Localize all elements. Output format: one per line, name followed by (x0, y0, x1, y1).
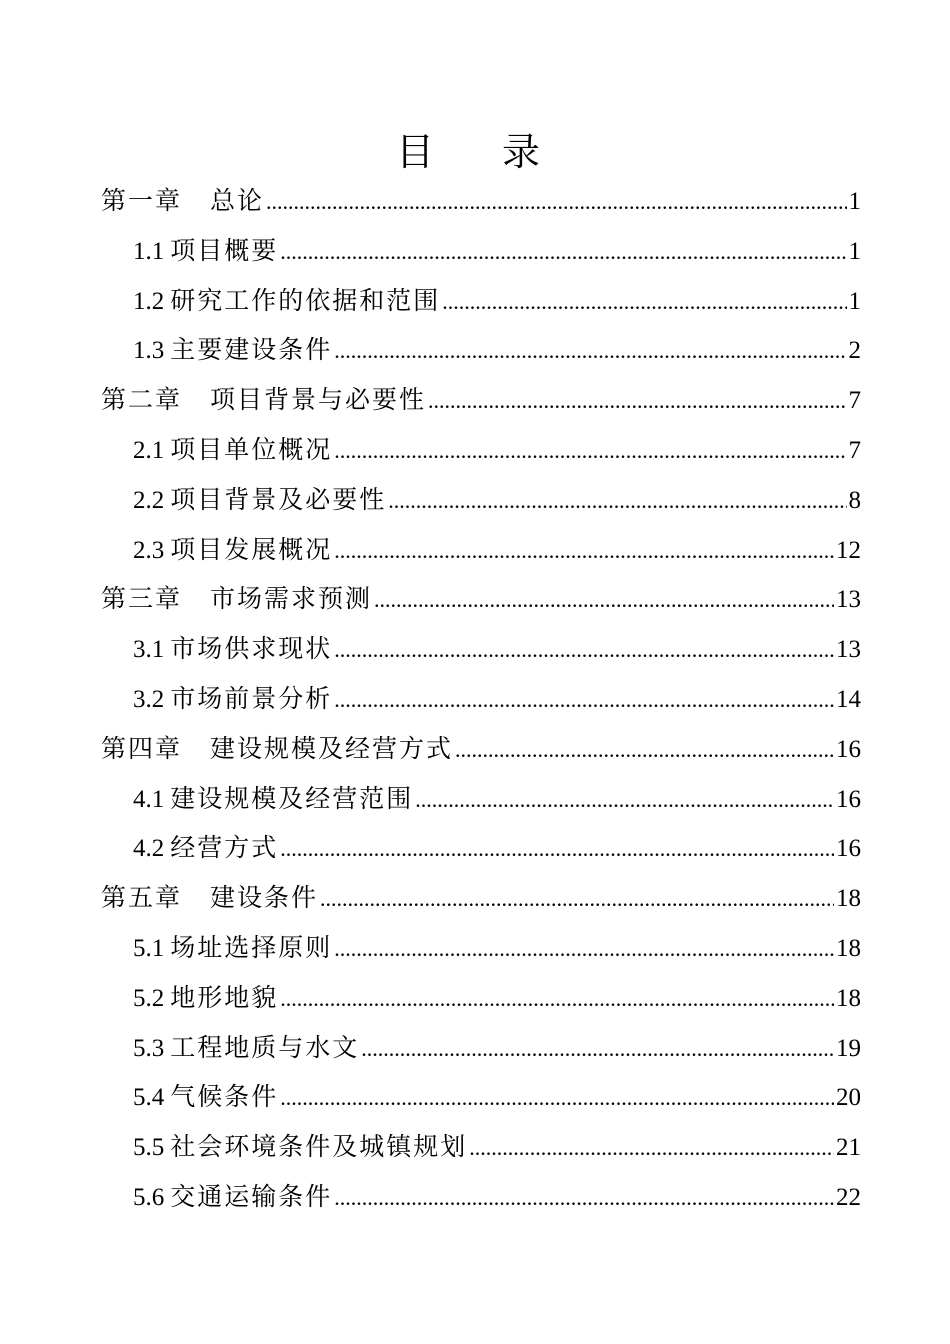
page-number: 16 (836, 835, 861, 863)
page-number: 20 (836, 1084, 861, 1112)
toc-entry-label (133, 226, 278, 277)
section-number: 5.3 (133, 1034, 165, 1062)
section-number: 5.5 (133, 1134, 165, 1162)
dot-leader (374, 575, 834, 625)
toc-section-entry[interactable] (101, 1172, 861, 1222)
toc-title: 目 录 (395, 130, 569, 174)
page-number: 14 (836, 685, 861, 713)
section-number: 1.1 (133, 237, 165, 265)
entry-title: 项目背景与必要性 (210, 385, 427, 415)
dot-leader (334, 625, 834, 675)
toc-entry-label (133, 923, 332, 974)
dot-leader (428, 376, 846, 426)
toc-entry-label (101, 375, 426, 425)
toc-section-entry[interactable] (101, 1072, 861, 1122)
toc-entry-label (133, 973, 278, 1024)
toc-section-entry[interactable] (101, 823, 861, 873)
toc-entry-label (133, 276, 440, 327)
dot-leader (320, 874, 834, 924)
chapter-number: 第五章 (101, 883, 183, 913)
toc-entry-label (133, 1122, 467, 1173)
dot-leader (280, 974, 834, 1024)
toc-section-entry[interactable] (101, 1023, 861, 1073)
dot-leader (415, 775, 834, 825)
toc-section-entry[interactable] (101, 923, 861, 973)
page-number: 1 (848, 237, 861, 265)
page-number: 1 (848, 188, 861, 215)
chapter-number: 第二章 (101, 385, 183, 415)
dot-leader (334, 426, 846, 476)
section-number: 5.2 (133, 984, 165, 1012)
page-number: 7 (848, 387, 861, 415)
dot-leader (388, 476, 846, 526)
page-number: 7 (848, 436, 861, 464)
dot-leader (280, 1073, 834, 1123)
toc-chapter-entry[interactable] (101, 873, 861, 923)
toc-section-entry[interactable] (101, 1122, 861, 1172)
entry-title: 建设规模及经营方式 (210, 733, 454, 763)
toc-section-entry[interactable] (101, 525, 861, 575)
entry-title: 总论 (210, 186, 265, 215)
page-number: 19 (836, 1034, 861, 1062)
dot-leader (334, 924, 834, 974)
page-number: 16 (836, 785, 861, 813)
entry-title: 交通运输条件 (170, 1181, 333, 1211)
entry-title: 建设条件 (210, 883, 319, 913)
chapter-number: 第三章 (101, 584, 183, 614)
toc-entry-label (133, 475, 386, 526)
entry-title: 经营方式 (170, 833, 279, 863)
toc-entry-label (133, 624, 332, 675)
toc-section-entry[interactable] (101, 624, 861, 674)
toc-entry-label (101, 873, 318, 923)
section-number: 4.2 (133, 835, 165, 863)
toc-section-entry[interactable] (101, 276, 861, 326)
dot-leader (455, 725, 834, 775)
toc-entry-label (101, 574, 372, 624)
toc-entry-label (101, 724, 453, 774)
toc-chapter-entry[interactable] (101, 375, 861, 425)
toc-entry-label (133, 1172, 332, 1223)
toc-section-entry[interactable] (101, 325, 861, 375)
section-number: 5.6 (133, 1183, 165, 1211)
page-number: 2 (848, 337, 861, 365)
page-number: 13 (836, 586, 861, 614)
dot-leader (266, 177, 846, 227)
toc-section-entry[interactable] (101, 475, 861, 525)
section-number: 2.1 (133, 436, 165, 464)
page-number: 8 (848, 486, 861, 514)
page-number: 18 (836, 984, 861, 1012)
page-number: 22 (836, 1183, 861, 1211)
toc-chapter-entry[interactable] (101, 176, 861, 226)
toc-section-entry[interactable] (101, 973, 861, 1023)
dot-leader (334, 1173, 834, 1223)
toc-entry-label (133, 325, 332, 376)
entry-title: 项目单位概况 (170, 434, 333, 464)
toc-chapter-entry[interactable] (101, 574, 861, 624)
toc-entry-label (133, 823, 278, 874)
section-number: 3.2 (133, 685, 165, 713)
chapter-number: 第四章 (101, 733, 183, 763)
dot-leader (334, 326, 846, 376)
entry-title: 社会环境条件及城镇规划 (170, 1132, 468, 1162)
toc-section-entry[interactable] (101, 425, 861, 475)
toc-entry-label (133, 774, 413, 825)
section-number: 1.3 (133, 337, 165, 365)
page-number: 1 (848, 287, 861, 315)
entry-title: 地形地貌 (170, 982, 279, 1012)
page-number: 12 (836, 536, 861, 564)
toc-entry-label (133, 525, 332, 576)
dot-leader (469, 1123, 834, 1173)
section-number: 1.2 (133, 287, 165, 315)
entry-title: 市场前景分析 (170, 683, 333, 713)
dot-leader (280, 824, 834, 874)
toc-section-entry[interactable] (101, 674, 861, 724)
dot-leader (442, 277, 846, 327)
page-number: 18 (836, 934, 861, 962)
toc-entry-label (133, 674, 332, 725)
entry-title: 市场需求预测 (210, 584, 373, 614)
toc-list (101, 176, 861, 1222)
entry-title: 工程地质与水文 (170, 1032, 360, 1062)
page-number: 18 (836, 885, 861, 913)
section-number: 5.1 (133, 934, 165, 962)
entry-title: 气候条件 (170, 1082, 279, 1112)
entry-title: 项目概要 (170, 235, 279, 265)
section-number: 5.4 (133, 1084, 165, 1112)
dot-leader (280, 227, 846, 277)
page-number: 21 (836, 1134, 861, 1162)
entry-title: 市场供求现状 (170, 634, 333, 664)
section-number: 4.1 (133, 785, 165, 813)
toc-chapter-entry[interactable] (101, 724, 861, 774)
entry-title: 项目背景及必要性 (170, 484, 387, 514)
page-number: 16 (836, 735, 861, 763)
entry-title: 项目发展概况 (170, 534, 333, 564)
toc-entry-label (101, 176, 264, 226)
toc-section-entry[interactable] (101, 774, 861, 824)
dot-leader (334, 675, 834, 725)
toc-section-entry[interactable] (101, 226, 861, 276)
toc-entry-label (133, 1072, 278, 1123)
entry-title: 主要建设条件 (170, 335, 333, 365)
entry-title: 研究工作的依据和范围 (170, 285, 441, 315)
dot-leader (334, 526, 834, 576)
section-number: 2.2 (133, 486, 165, 514)
entry-title: 场址选择原则 (170, 932, 333, 962)
section-number: 2.3 (133, 536, 165, 564)
toc-entry-label (133, 1023, 359, 1074)
toc-entry-label (133, 425, 332, 476)
section-number: 3.1 (133, 636, 165, 664)
dot-leader (361, 1024, 834, 1074)
entry-title: 建设规模及经营范围 (170, 783, 414, 813)
page-number: 13 (836, 636, 861, 664)
chapter-number: 第一章 (101, 186, 183, 215)
